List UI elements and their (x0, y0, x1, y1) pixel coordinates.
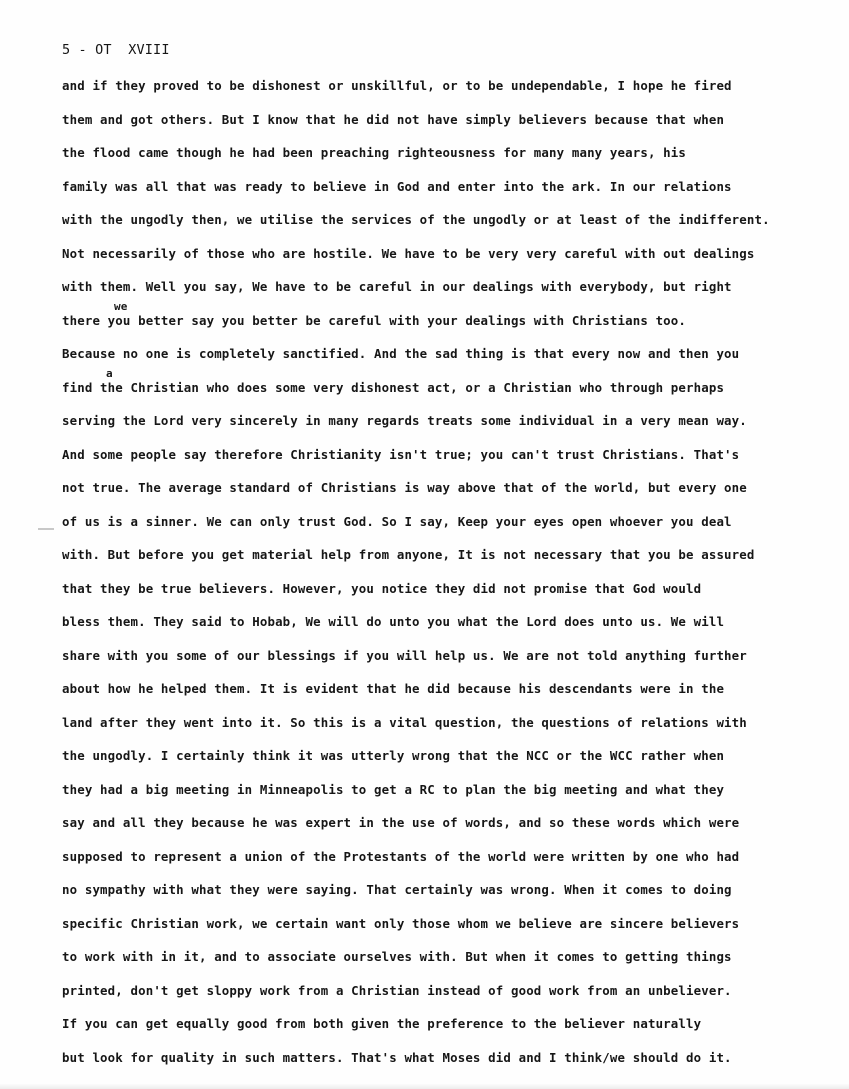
text-line: bless them. They said to Hobab, We will do unto you what the Lord does unto us. We will (62, 614, 725, 629)
text-line: share with you some of our blessings if you will help us. We are not told anything further (62, 647, 747, 663)
text-line: And some people say therefore Christianity isn't true; you can't trust Christians. That's (62, 446, 740, 462)
text-line: find the Christian who does some very dishonest act, or a Christian who through perhaps (62, 379, 725, 395)
text-line: printed, don't get sloppy work from a Christian instead of good work from an unbeliever. (62, 982, 732, 998)
text-line: with. But before you get material help from anyone, It is not necessary that you be assured (62, 547, 755, 562)
text-line: with them. Well you say, We have to be careful in our dealings with everybody, but right (62, 279, 732, 294)
text-line-with-insertion (62, 366, 846, 412)
text-line: and if they proved to be dishonest or unskillful, or to be undependable, I hope he fired (62, 78, 732, 93)
page-header: 5 - OT XVIII (62, 42, 170, 58)
text-line: the ungodly. I certainly think it was utterly wrong that the NCC or the WCC rather when (62, 748, 725, 763)
text-line: serving the Lord very sincerely in many regards treats some individual in a very mean way. (62, 413, 747, 428)
text-line: them and got others. But I know that he did not have simply believers because that when (62, 111, 725, 127)
text-line: family was all that was ready to believe in God and enter into the ark. In our relations (62, 178, 732, 194)
text-line: that they be true believers. However, you notice they did not promise that God would (62, 580, 702, 596)
text-line: Because no one is completely sanctified. And the sad thing is that every now and then you (62, 346, 740, 361)
text-line: If you can get equally good from both given the preference to the believer naturally (62, 1016, 702, 1031)
interlinear-insertion: a (106, 366, 113, 380)
body-text (62, 76, 846, 1081)
text-line: with the ungodly then, we utilise the services of the ungodly or at least of the indifferent. (62, 212, 770, 227)
text-line: Not necessarily of those who are hostile. We have to be very very careful with out dealings (62, 245, 755, 261)
scan-smudge (38, 528, 54, 530)
text-line: to work with in it, and to associate ourselves with. But when it comes to getting things (62, 949, 732, 964)
text-line: say and all they because he was expert in the use of words, and so these words which were (62, 815, 740, 830)
text-line: but look for quality in such matters. That's what Moses did and I think/we should do it. (62, 1049, 732, 1065)
text-line-with-insertion (62, 299, 846, 345)
scan-bottom-edge (0, 1083, 849, 1089)
text-line: not true. The average standard of Christians is way above that of the world, but every one (62, 480, 747, 495)
text-line: specific Christian work, we certain want only those whom we believe are sincere believers (62, 915, 740, 931)
text-line: supposed to represent a union of the Protestants of the world were written by one who had (62, 848, 740, 864)
text-line: of us is a sinner. We can only trust God. So I say, Keep your eyes open whoever you deal (62, 513, 732, 529)
text-line: no sympathy with what they were saying. That certainly was wrong. When it comes to doing (62, 882, 732, 897)
text-line: the flood came though he had been preaching righteousness for many many years, his (62, 145, 687, 160)
text-line: about how he helped them. It is evident that he did because his descendants were in the (62, 681, 725, 696)
text-line: there you better say you better be careful with your dealings with Christians too. (62, 312, 687, 328)
interlinear-insertion: we (114, 299, 128, 313)
text-line: they had a big meeting in Minneapolis to get a RC to plan the big meeting and what they (62, 781, 725, 797)
text-line: land after they went into it. So this is a vital question, the questions of relations with (62, 714, 747, 730)
